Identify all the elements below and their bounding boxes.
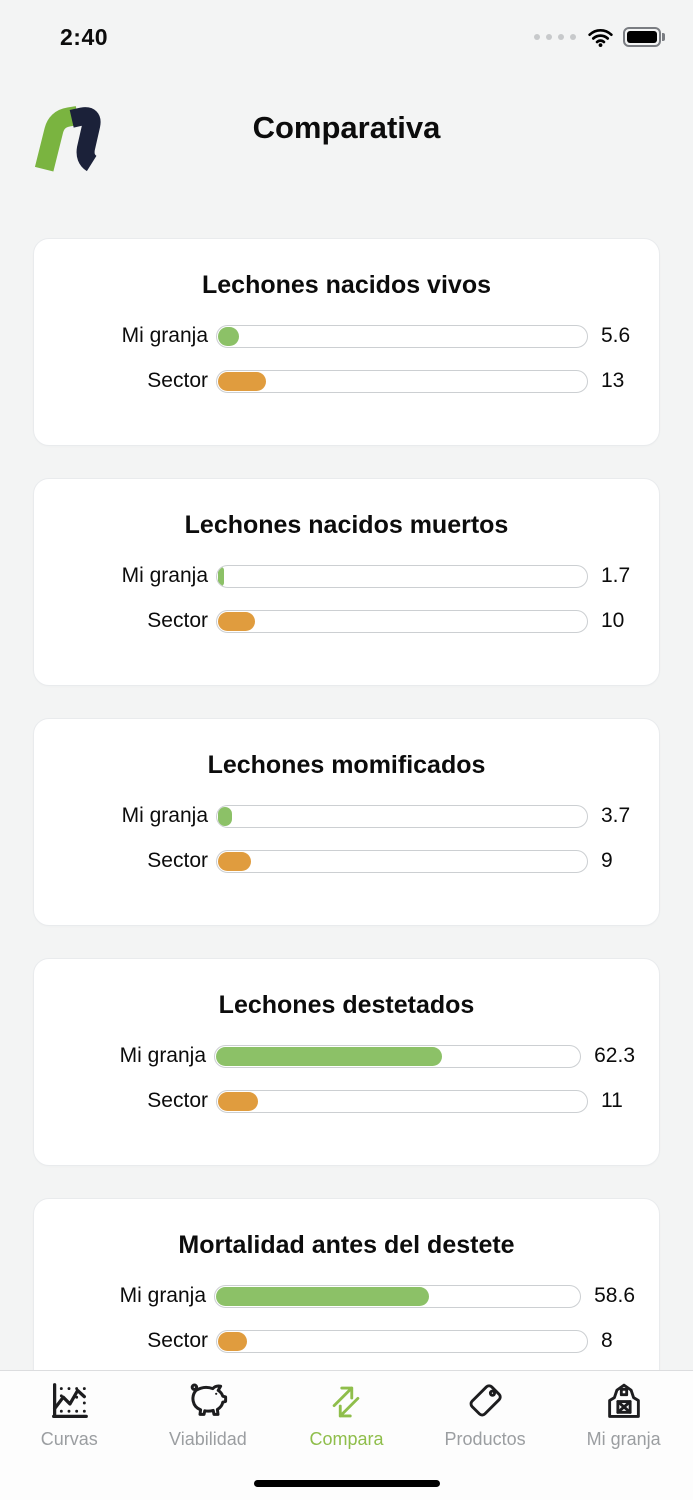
tab-curvas[interactable] [0,1377,139,1500]
tab-label: Viabilidad [169,1429,247,1449]
card-title: Lechones destetados [218,991,475,1019]
status-bar [0,0,693,60]
bar-value: 3.7 [601,804,631,827]
progress-bar-fill [218,1092,258,1111]
comparison-card [33,718,660,926]
tab-label: Compara [309,1429,384,1449]
progress-bar-fill [218,327,239,346]
comparison-card [33,478,660,686]
comparison-list [0,238,693,1406]
progress-bar-track [216,805,588,828]
progress-bar-fill [216,1287,429,1306]
bar-value: 11 [601,1089,623,1112]
compare-arrows-icon [323,1377,369,1427]
status-time: 2:40 [60,23,109,50]
card-title: Lechones nacidos muertos [184,511,509,539]
bar-row-mi-granja [58,1044,635,1068]
card-title: Mortalidad antes del destete [178,1231,515,1259]
progress-bar-fill [216,1047,442,1066]
progress-bar-track [216,1330,588,1353]
progress-bar-track [214,1045,581,1068]
page-title: Comparativa [252,110,441,145]
curves-chart-icon [46,1377,92,1427]
battery-full-icon [623,27,666,47]
card-title: Lechones momificados [207,751,486,779]
tab-mi-granja[interactable] [554,1377,693,1500]
bar-label: Mi granja [121,564,208,587]
bar-label: Sector [147,1329,208,1352]
bar-label: Sector [147,369,208,392]
bar-label: Sector [147,849,208,872]
bar-value: 13 [601,369,625,392]
progress-bar-fill [218,852,251,871]
bar-value: 5.6 [601,324,631,347]
progress-bar-fill [218,807,232,826]
bar-value: 9 [601,849,613,872]
header [0,72,693,192]
tab-label: Productos [444,1429,526,1449]
bar-row-sector [58,369,635,393]
card-title: Lechones nacidos vivos [202,271,491,299]
bar-row-sector [58,609,635,633]
progress-bar-fill [218,1332,247,1351]
tab-label: Curvas [40,1429,98,1449]
bar-value: 1.7 [601,564,631,587]
wifi-icon [588,28,613,47]
bar-value: 58.6 [594,1284,635,1307]
bar-row-mi-granja [58,324,635,348]
progress-bar-fill [218,612,255,631]
bar-row-mi-granja [58,804,635,828]
comparison-card [33,238,660,446]
comparison-card [33,958,660,1166]
bar-label: Mi granja [119,1044,207,1067]
progress-bar-track [216,610,588,633]
progress-bar-track [216,850,588,873]
tab-label: Mi granja [586,1429,661,1449]
bar-label: Sector [147,1089,208,1112]
bar-label: Mi granja [119,1284,207,1307]
barn-icon [601,1377,647,1427]
bar-row-mi-granja [58,1284,635,1308]
bar-label: Mi granja [121,324,208,347]
bar-row-sector [58,849,635,873]
progress-bar-track [214,1285,581,1308]
progress-bar-track [216,370,588,393]
bar-value: 8 [601,1329,613,1352]
progress-bar-fill [218,567,224,586]
progress-bar-track [216,325,588,348]
progress-bar-track [216,1090,588,1113]
bar-value: 62.3 [594,1044,635,1067]
progress-bar-track [216,565,588,588]
home-indicator[interactable] [254,1480,440,1487]
bar-row-mi-granja [58,564,635,588]
bar-row-sector [58,1089,635,1113]
bar-row-sector [58,1329,635,1353]
bar-label: Mi granja [121,804,208,827]
progress-bar-fill [218,372,266,391]
pig-icon [184,1377,232,1427]
tag-icon [462,1377,508,1427]
bar-value: 10 [601,609,625,632]
cellular-dots-icon [534,34,576,40]
bar-label: Sector [147,609,208,632]
